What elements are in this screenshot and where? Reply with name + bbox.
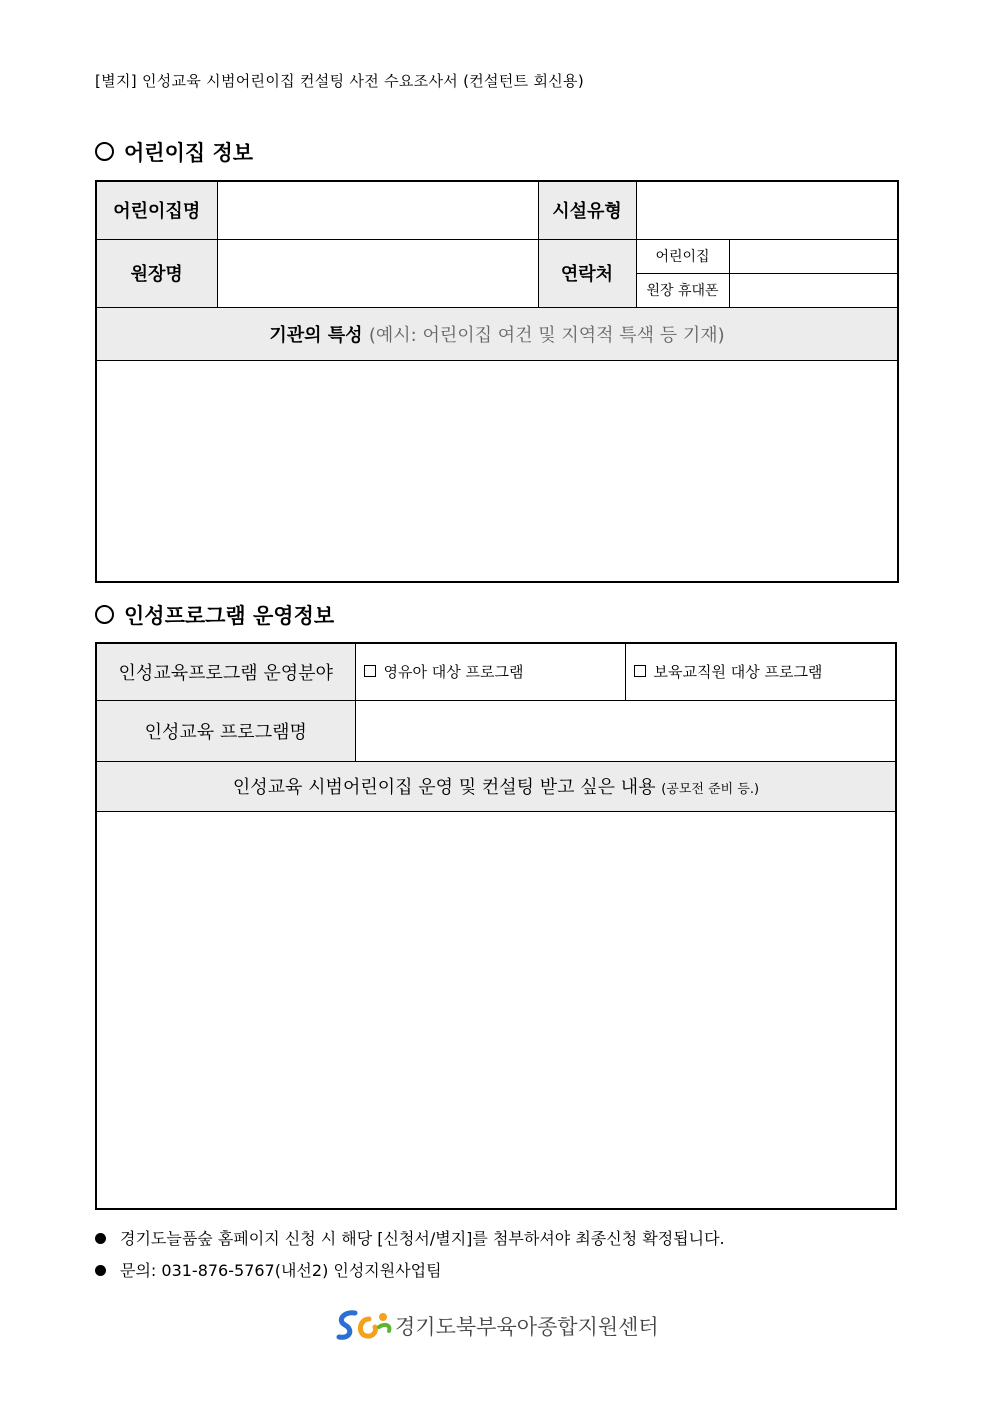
section-heading-text: 어린이집 정보	[124, 141, 254, 165]
document-subtitle: [별지] 인성교육 시범어린이집 컨설팅 사전 수요조사서 (컨설턴트 회신용)	[95, 72, 584, 90]
note-text: 문의: 031-876-5767(내선2) 인성지원사업팀	[120, 1261, 442, 1280]
option-infant-checkbox[interactable]	[355, 643, 625, 700]
consult-content-label: 인성교육 시범어린이집 운영 및 컨설팅 받고 싶은 내용	[232, 777, 656, 798]
consult-content-header	[96, 761, 896, 811]
section-heading-text: 인성프로그램 운영정보	[124, 604, 335, 628]
director-name-field[interactable]	[217, 239, 538, 307]
program-field-label: 인성교육프로그램 운영분야	[96, 643, 355, 700]
section-heading-program-info	[95, 600, 334, 630]
note-item	[95, 1258, 442, 1281]
contact-label: 연락처	[538, 239, 636, 307]
section-heading-daycare-info	[95, 137, 253, 167]
org-logo-icon	[335, 1305, 395, 1345]
program-name-field[interactable]	[355, 700, 896, 761]
daycare-info-table	[95, 180, 899, 583]
consult-content-field[interactable]	[96, 811, 896, 1209]
facility-type-label: 시설유형	[538, 181, 636, 239]
program-name-label: 인성교육 프로그램명	[96, 700, 355, 761]
contact-director-phone-field[interactable]	[729, 273, 898, 307]
footer-logo	[335, 1305, 665, 1345]
option-teacher-label: 보육교직원 대상 프로그램	[653, 663, 823, 682]
contact-daycare-label: 어린이집	[636, 239, 729, 273]
note-item	[95, 1226, 725, 1249]
bullet-icon	[95, 1233, 106, 1244]
contact-daycare-field[interactable]	[729, 239, 898, 273]
consult-content-note: (공모전 준비 등.)	[661, 782, 760, 797]
org-name: 경기도북부육아종합지원센터	[395, 1315, 659, 1339]
daycare-name-field[interactable]	[217, 181, 538, 239]
director-name-label: 원장명	[96, 239, 217, 307]
contact-director-phone-label: 원장 휴대폰	[636, 273, 729, 307]
daycare-name-label: 어린이집명	[96, 181, 217, 239]
circle-bullet-icon	[95, 605, 114, 624]
characteristics-field[interactable]	[96, 360, 898, 582]
program-info-table	[95, 642, 897, 1210]
option-infant-label: 영유아 대상 프로그램	[383, 663, 524, 682]
note-text: 경기도늘품숲 홈페이지 신청 시 해당 [신청서/별지]를 첨부하셔야 최종신청 확정됩니다.	[120, 1229, 725, 1248]
characteristics-header	[96, 307, 898, 360]
option-teacher-checkbox[interactable]	[625, 643, 896, 700]
characteristics-label: 기관의 특성	[269, 324, 363, 346]
facility-type-field[interactable]	[636, 181, 898, 239]
bullet-icon	[95, 1265, 106, 1276]
checkbox-icon[interactable]	[364, 665, 376, 677]
checkbox-icon[interactable]	[634, 665, 646, 677]
circle-bullet-icon	[95, 142, 114, 161]
characteristics-note: (예시: 어린이집 여건 및 지역적 특색 등 기재)	[368, 324, 725, 346]
